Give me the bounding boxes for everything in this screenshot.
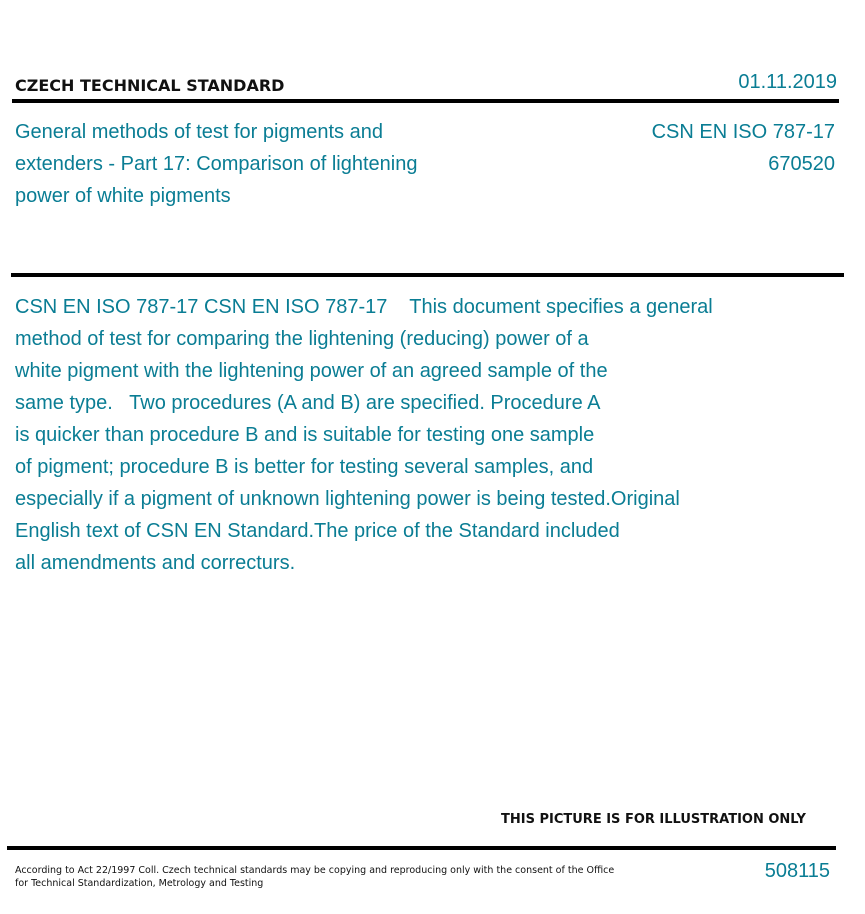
document-type-heading: CZECH TECHNICAL STANDARD	[15, 76, 285, 95]
standard-identifiers	[652, 116, 835, 180]
publication-date: 01.11.2019	[738, 71, 837, 93]
header-divider	[12, 99, 839, 103]
classification-code: 670520	[768, 153, 835, 175]
standard-number: CSN EN ISO 787-17	[651, 121, 835, 143]
section-divider	[11, 273, 844, 277]
catalog-code: 508115	[764, 860, 830, 882]
abstract-text: CSN EN ISO 787-17 CSN EN ISO 787-17 This document specifies a general method of test for comparing the lightening (reducing) power of a white pigment with the lightening power of an agreed sample of the same type. Two procedures (A and B) are specified. Procedure A is quicker than procedure B and is suitable for testing one sample of pigment; procedure B is better for testing several samples, and especially if a pigment of unknown lightening power is being tested.Original English text of CSN EN Standard.The price of the Standard included all amendments and correcturs.	[15, 296, 713, 574]
standard-title: General methods of test for pigments and extenders - Part 17: Comparison of lightening power of white pigments	[15, 121, 418, 207]
legal-notice: According to Act 22/1997 Coll. Czech technical standards may be copying and reproducing only with the consent of the Office for Technical Standardization, Metrology and Testing	[15, 865, 615, 889]
illustration-notice: THIS PICTURE IS FOR ILLUSTRATION ONLY	[501, 812, 806, 827]
footer-divider	[7, 846, 836, 850]
